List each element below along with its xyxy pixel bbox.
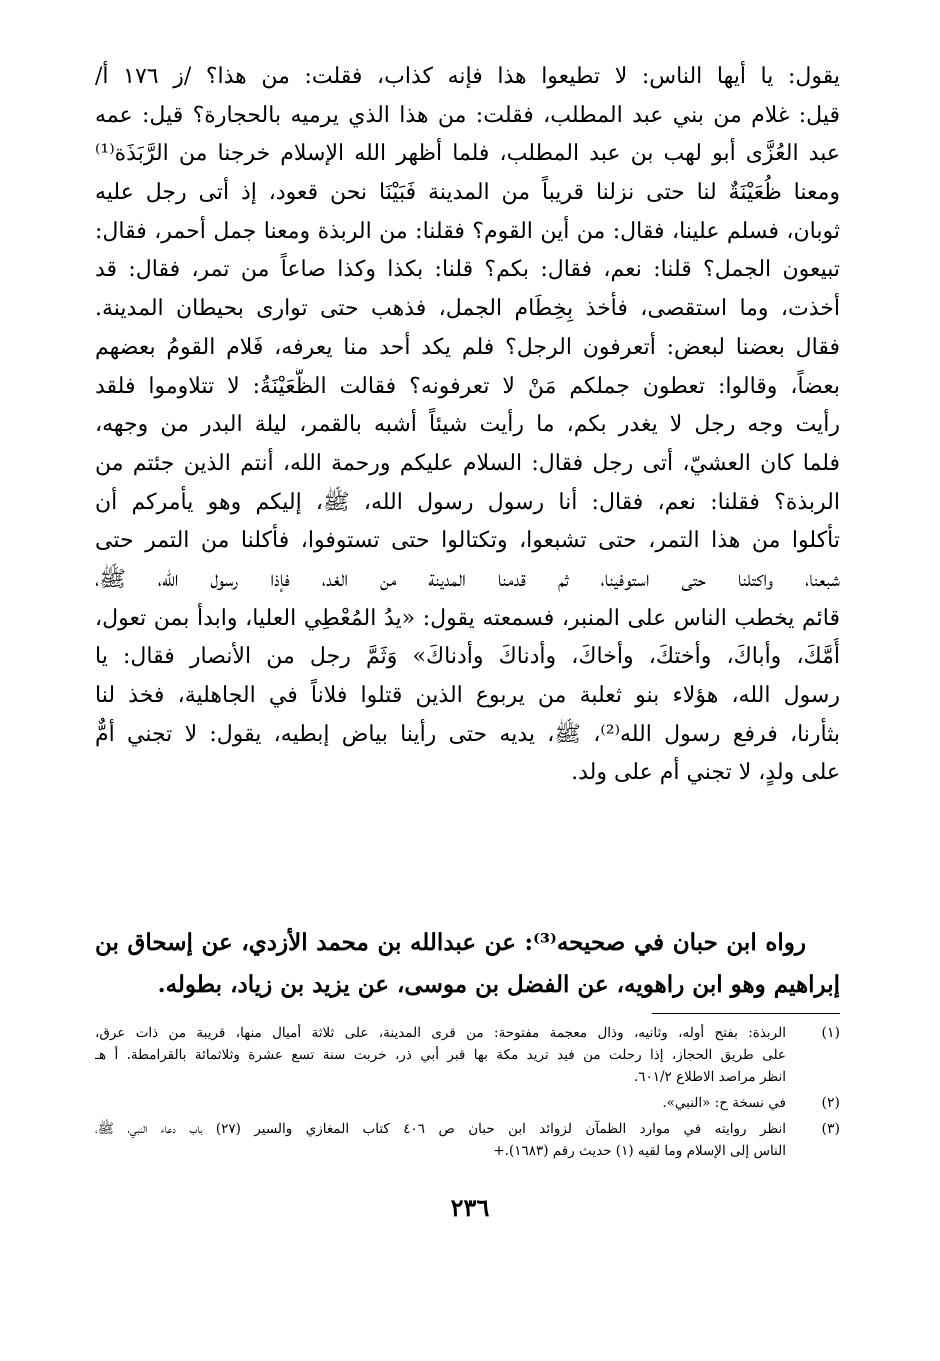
footnote-number: (٣) xyxy=(821,1121,840,1137)
footnote-line: انظر مراصد الاطلاع ٦٠١/٢. xyxy=(633,1069,786,1085)
footnote-line: على طريق الحجاز، إذا رحلت من فيد تريد مكة بها قبر أبي ذر، خربت سنة تسع عشرة وثلاثمائة بالقرامطة. أ هـ xyxy=(95,1047,786,1063)
text-line: فلما كان العشيّ، أتى رجل فقال: السلام عليكم ورحمة الله، أنتم الذين جئتم من xyxy=(95,450,840,476)
text-line: على ولدٍ، لا تجني أم على ولد. xyxy=(571,760,840,786)
text-line: فقال بعضنا لبعض: أتعرفون الرجل؟ فلم يكد أحد منا يعرفه، فَلام القومُ بعضهم xyxy=(95,334,840,360)
text-line: أُمَّكَ، وأباكَ، وأختكَ، وأخاكَ، وأدناكَ وأدناكَ» وَثَمَّ رجل من الأنصار فقال: يا xyxy=(95,644,840,670)
footnote-line: انظر روايته في موارد الظمآن لزوائد ابن حبان ص ٤٠٦ كتاب المغازي والسير (٢٧) باب دعاء النبي، ﷺ، xyxy=(95,1121,786,1137)
footnote-1 xyxy=(95,1022,840,1088)
text-line: أخذت، وما استقصى، فأخذ بِخِطَام الجمل، فذهب حتى توارى بحيطان المدينة. xyxy=(95,296,840,322)
footnote-body xyxy=(95,1092,786,1114)
footnote-body xyxy=(95,1118,786,1162)
footnote-line: في نسخة ح: «النبي». xyxy=(662,1095,786,1111)
footnote-number: (١) xyxy=(821,1025,840,1041)
text-line: يقول: يا أيها الناس: لا تطيعوا هذا فإنه كذاب، فقلت: من هذا؟ /ز ١٧٦ أ/ xyxy=(95,64,840,89)
text-line: قائم يخطب الناس على المنبر، فسمعته يقول: «يدُ المُعْطِي العليا، وابدأ بمن تعول، xyxy=(95,605,840,631)
footnote-3 xyxy=(95,1118,840,1162)
footnote-line: الربذة: بفتح أوله، وثانيه، وذال معجمة مفتوحة: من قرى المدينة، على ثلاثة أميال منها، قريبة من ذات عرق، xyxy=(95,1025,786,1041)
footnotes-section xyxy=(95,1022,840,1166)
footnote-divider xyxy=(652,1013,840,1014)
narration-paragraph xyxy=(95,922,840,1006)
text-line: رسول الله، هؤلاء بنو ثعلبة من يربوع الذين قتلوا فلاناً في الجاهلية، فخذ لنا xyxy=(95,683,840,708)
footnote-line: الناس إلى الإسلام وما لقيه (١) حديث رقم (١٦٨٣).+ xyxy=(493,1143,786,1159)
footnote-number: (٢) xyxy=(821,1095,840,1111)
narration-line: رواه ابن حبان في صحيحه⁽³⁾: عن عبدالله بن محمد الأزدي، عن إسحاق بن xyxy=(95,929,806,956)
text-line: رأيت وجه رجل لا يغدر بكم، ما رأيت شيئاً أشبه بالقمر، ليلة البدر من وجهه، xyxy=(95,412,840,438)
narration-line: إبراهيم وهو ابن راهويه، عن الفضل بن موسى، عن يزيد بن زياد، بطوله. xyxy=(157,971,840,998)
text-line: ثوبان، فسلم علينا، فقال: من أين القوم؟ فقلنا: من الربذة ومعنا جمل أحمر، فقال: xyxy=(95,218,840,244)
footnote-2 xyxy=(95,1092,840,1114)
text-line: تأكلوا من هذا التمر، حتى تشبعوا، وتكتالوا حتى تستوفوا، فأكلنا من التمر حتى xyxy=(95,528,840,554)
text-line: عبد العُزَّى أبو لهب بن عبد المطلب، فلما أظهر الله الإسلام خرجنا من الرَّبَذَة⁽¹⁾ xyxy=(95,141,840,167)
text-line: بعضاً، وقالوا: تعطون جملكم مَنْ لا تعرفونه؟ فقالت الظُّعَيْنَةُ: لا تتلاوموا فلقد xyxy=(95,373,840,399)
page-number: ٢٣٦ xyxy=(450,1193,490,1222)
footnote-body xyxy=(95,1022,786,1088)
text-line: شبعنا، واكتلنا حتى استوفينا، ثم قدمنا المدينة من الغد، فإذا رسول الله، ﷺ، xyxy=(95,566,840,592)
text-line: بثأرنا، فرفع رسول الله⁽²⁾، ﷺ، يديه حتى رأينا بياض إبطيه، يقول: لا تجني أمٌّ xyxy=(95,721,840,747)
text-line: الربذة؟ فقلنا: نعم، فقال: أنا رسول رسول الله، ﷺ، إليكم وهو يأمركم أن xyxy=(95,489,840,515)
text-line: ومعنا ظُعَيْنَةٌ لنا حتى نزلنا قريباً من المدينة فَبَيْنَا نحن قعود، إذ أتى رجل عليه xyxy=(95,180,840,206)
text-line: قيل: غلام من بني عبد المطلب، فقلت: من هذا الذي يرميه بالحجارة؟ قيل: عمه xyxy=(95,102,840,128)
main-text-block xyxy=(95,58,840,793)
text-line: تبيعون الجمل؟ قلنا: نعم، فقال: بكم؟ قلنا: بكذا وكذا صاعاً من تمر، فقال: قد xyxy=(95,257,840,283)
